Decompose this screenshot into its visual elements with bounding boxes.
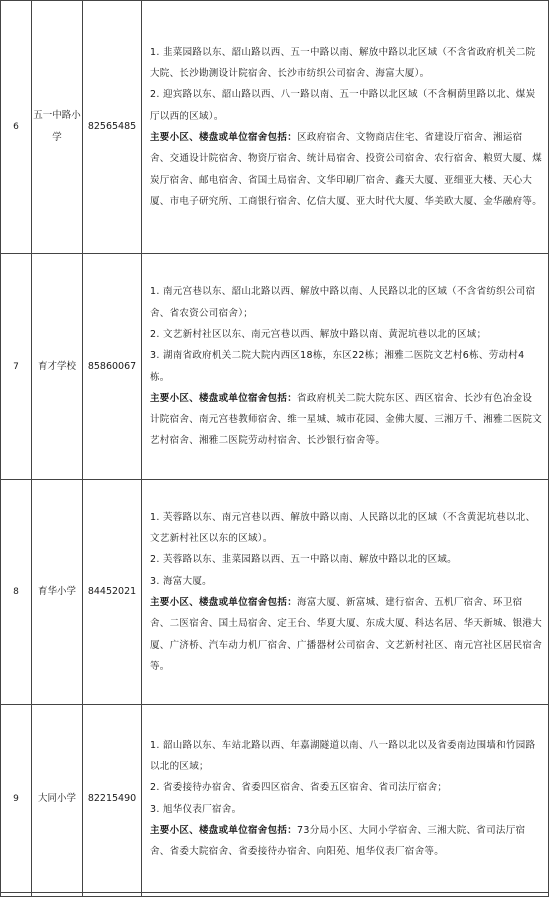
table-row [1, 1, 549, 254]
main-communities-text: 海富大厦、新富城、建行宿舍、五机厂宿舍、环卫宿舍、二医宿舍、国土局宿舍、定王台、华夏大厦、东成大厦、科达名居、华天新城、银港大厦、广济桥、汽车动力机厂宿舍、广播器材公司宿舍、文艺新村社区、南元宫社区居民宿舍等。 [150, 597, 543, 672]
main-communities [150, 820, 542, 863]
table-row [1, 705, 549, 893]
area-clause: 2. 文艺新村社区以东、南元宫巷以西、解放中路以南、黄泥坑巷以北的区域； [150, 328, 487, 340]
area-clause: 3. 海富大厦。 [150, 575, 212, 587]
school-name: 五一中路小学 [32, 1, 83, 254]
main-communities-text: 区政府宿舍、文物商店住宅、省建设厅宿舍、湘运宿舍、交通设计院宿舍、物资厅宿舍、统计局宿舍、投资公司宿舍、农行宿舍、粮贸大厦、煤炭厅宿舍、邮电宿舍、省国土局宿舍、文华印刷厂宿舍、鑫天大厦、亚细亚大楼、天心大厦、市电子研究所、工商银行宿舍、亿信大厦、亚大时代大厦、华美欧大厦、金华融府等。 [150, 132, 543, 207]
enrollment-area [142, 705, 549, 893]
area-clause: 1. 芙蓉路以东、南元宫巷以西、解放中路以南、人民路以北的区域（不含黄泥坑巷以北、文艺新村社区以东的区域）。 [150, 511, 536, 545]
school-name: 大同小学 [32, 705, 83, 893]
table-row [1, 254, 549, 480]
area-clause: 2. 芙蓉路以东、韭菜园路以西、五一中路以南、解放中路以北的区域。 [150, 554, 457, 566]
area-clause: 2. 省委接待办宿舍、省委四区宿舍、省委五区宿舍、省司法厅宿舍； [150, 782, 448, 794]
main-communities [150, 127, 542, 212]
main-communities-label: 主要小区、楼盘或单位宿舍包括： [150, 132, 298, 143]
table-row [1, 480, 549, 705]
table-row [1, 893, 549, 897]
main-communities-label: 主要小区、楼盘或单位宿舍包括： [150, 824, 298, 836]
area-clause: 3. 旭华仪表厂宿舍。 [150, 803, 242, 815]
school-phone: 82565485 [83, 1, 142, 254]
area-clause: 1. 南元宫巷以东、韶山北路以西、解放中路以南、人民路以北的区域（不含省纺织公司宿舍、省农资公司宿舍）； [150, 286, 536, 319]
row-number: 8 [1, 480, 32, 705]
cut-off-cell [32, 893, 83, 897]
main-communities-text: 73分局小区、大同小学宿舍、三湘大院、省司法厅宿舍、省委大院宿舍、省委接待办宿舍、向阳苑、旭华仪表厂宿舍等。 [150, 824, 526, 858]
area-clause: 1. 韶山路以东、车站北路以西、年嘉湖隧道以南、八一路以北以及省委南边围墙和竹园路以北的区域； [150, 739, 536, 772]
school-phone: 84452021 [83, 480, 142, 705]
school-name: 育才学校 [32, 254, 83, 480]
enrollment-area [142, 480, 549, 705]
main-communities-label: 主要小区、楼盘或单位宿舍包括： [150, 597, 298, 608]
main-communities-label: 主要小区、楼盘或单位宿舍包括： [150, 392, 298, 404]
row-number: 9 [1, 705, 32, 893]
main-communities [150, 592, 542, 677]
main-communities [150, 388, 542, 452]
area-clause: 3. 湖南省政府机关二院大院内西区18栋，东区22栋；湘雅二医院文艺村6栋、劳动村4栋。 [150, 350, 525, 383]
cut-off-cell [1, 893, 32, 897]
area-clause: 1. 韭菜园路以东、韶山路以西、五一中路以南、解放中路以北区域（不含省政府机关二院大院、长沙勘测设计院宿舍、长沙市纺织公司宿舍、海富大厦）。 [150, 46, 536, 80]
school-name: 育华小学 [32, 480, 83, 705]
enrollment-area [142, 254, 549, 480]
school-phone: 82215490 [83, 705, 142, 893]
main-communities-text: 省政府机关二院大院东区、西区宿舍、长沙有色冶金设计院宿舍、南元宫巷教师宿舍、维一星城、城市花园、金佛大厦、三湘万千、湘雅二医院文艺村宿舍、湘雅二医院劳动村宿舍、长沙银行宿舍等。 [150, 392, 543, 447]
area-clause: 2. 迎宾路以东、韶山路以西、八一路以南、五一中路以北区域（不含桐荫里路以北、煤炭厅以西的区域）。 [150, 89, 536, 122]
enrollment-area [142, 1, 549, 254]
cut-off-cell [142, 893, 549, 897]
school-phone: 85860067 [83, 254, 142, 480]
row-number: 6 [1, 1, 32, 254]
cut-off-cell [83, 893, 142, 897]
row-number: 7 [1, 254, 32, 480]
